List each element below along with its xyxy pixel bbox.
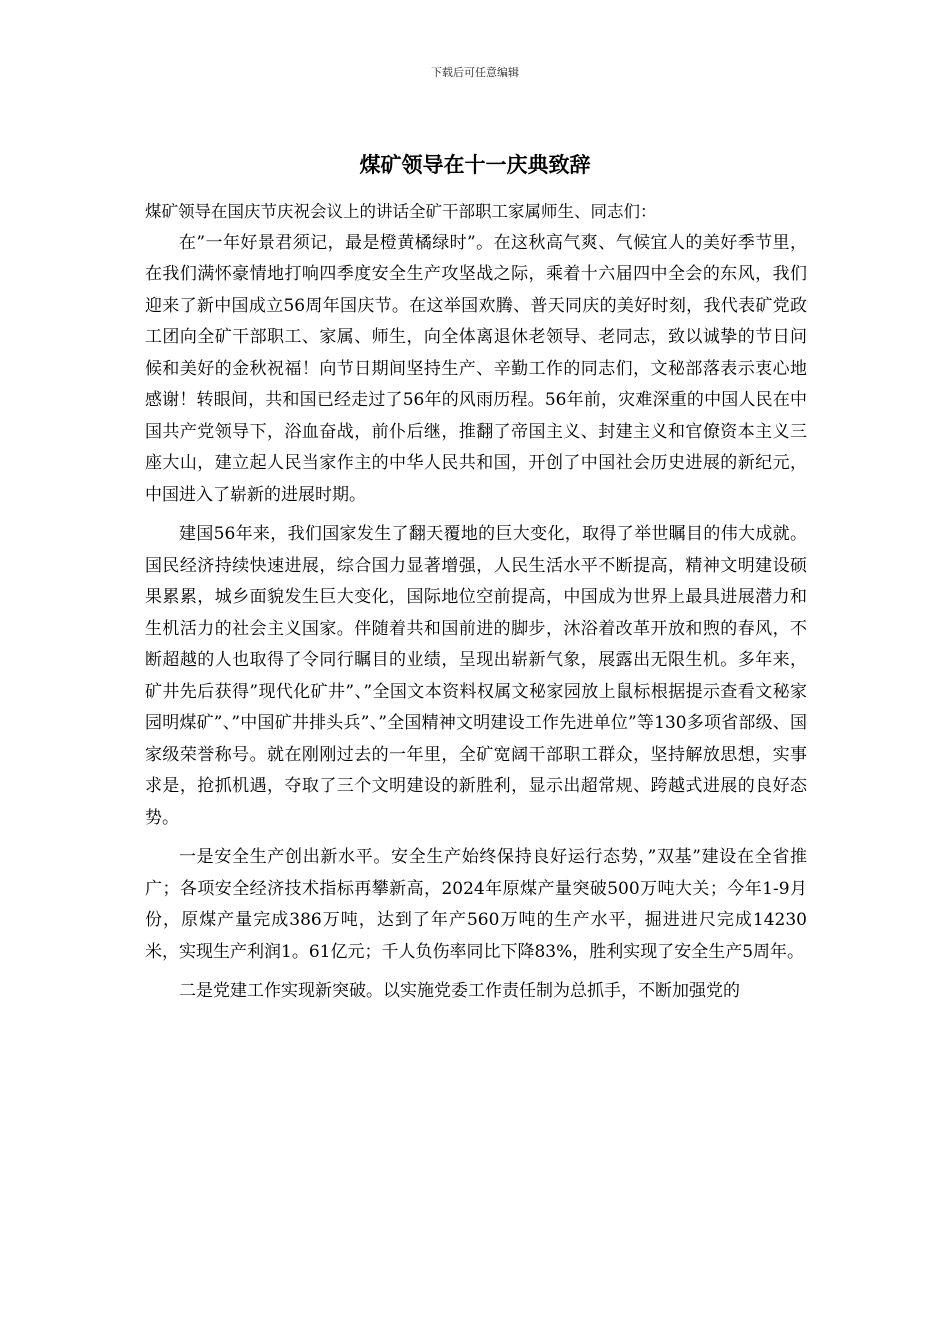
greeting-line: 煤矿领导在国庆节庆祝会议上的讲话全矿干部职工家属师生、同志们： [145,202,657,221]
document-body [145,196,807,1016]
body-paragraph-1: 在”一年好景君须记，最是橙黄橘绿时”。在这秋高气爽、气候宜人的美好季节里，在我们满怀豪情地打响四季度安全生产攻坚战之际，乘着十六届四中全会的东风，我们迎来了新中国成立56周年国庆节。在这举国欢腾、普天同庆的美好时刻，我代表矿党政工团向全矿干部职工、家属、师生，向全体离退休老领导、老同志，致以诚挚的节日问候和美好的金秋祝福！向节日期间坚持生产、辛勤工作的同志们，文秘部落表示衷心地感谢！转眼间，共和国已经走过了56年的风雨历程。56年前，灾难深重的中国人民在中国共产党领导下，浴血奋战，前仆后继，推翻了帝国主义、封建主义和官僚资本主义三座大山，建立起人民当家作主的中华人民共和国，开创了中国社会历史进展的新纪元，中国进入了崭新的进展时期。 [145,232,807,505]
body-paragraph-4: 二是党建工作实现新突破。以实施党委工作责任制为总抓手，不断加强党的 [179,981,740,1001]
document-title: 煤矿领导在十一庆典致辞 [359,153,591,177]
body-paragraph-2: 建国56年来，我们国家发生了翻天覆地的巨大变化，取得了举世瞩目的伟大成就。国民经济持续快速进展，综合国力显著增强，人民生活水平不断提高，精神文明建设硕果累累，城乡面貌发生巨大变化，国际地位空前提高，中国成为世界上最具进展潜力和生机活力的社会主义国家。伴随着共和国前进的脚步，沐浴着改革开放和煦的春风，不断超越的人也取得了令同行瞩目的业绩，呈现出崭新气象，展露出无限生机。多年来，矿井先后获得”现代化矿井”、”全国文本资料权属文秘家园放上鼠标根据提示查看文秘家园明煤矿”、”中国矿井排头兵”、”全国精神文明建设工作先进单位”等130多项省部级、国家级荣誉称号。就在刚刚过去的一年里，全矿宽阔干部职工群众，坚持解放思想，实事求是，抢抓机遇，夺取了三个文明建设的新胜利，显示出超常规、跨越式进展的良好态势。 [145,524,807,828]
page-header-note: 下载后可任意编辑 [431,66,519,79]
body-paragraph-3: 一是安全生产创出新水平。安全生产始终保持良好运行态势，”双基”建设在全省推广；各项安全经济技术指标再攀新高，2024年原煤产量突破500万吨大关；今年1-9月份，原煤产量完成386万吨，达到了年产560万吨的生产水平，掘进进尺完成14230米，实现生产利润1。61亿元；千人负伤率同比下降83%，胜利实现了安全生产5周年。 [145,847,807,962]
